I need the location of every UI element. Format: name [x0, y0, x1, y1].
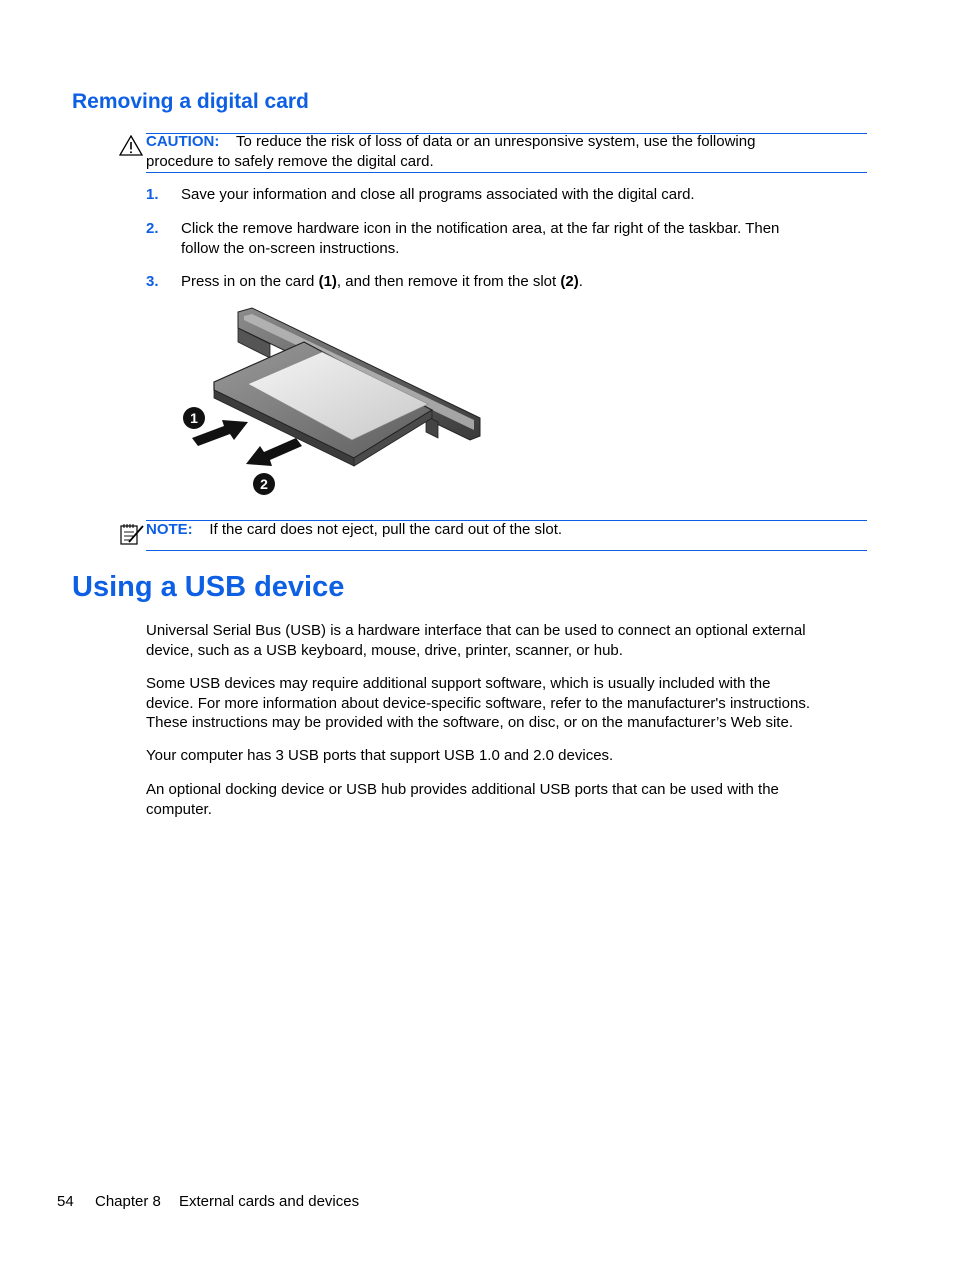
step-2-line-1: Click the remove hardware icon in the notification area, at the far right of the taskbar. Then — [181, 220, 780, 237]
digital-card — [214, 342, 432, 466]
step-2-line-2: follow the on-screen instructions. — [181, 239, 400, 257]
usb-paragraph-2-line-3: These instructions may be provided with the software, on disc, or on the manufacturer’s Web site. — [146, 714, 793, 731]
footer-page-number: 54 — [57, 1193, 74, 1210]
step-3-text-c: . — [578, 273, 583, 290]
step-3-callout-1: (1) — [318, 273, 337, 290]
note-label: NOTE: — [146, 521, 193, 538]
usb-paragraph-2-line-2: device. For more information about device-specific software, refer to the manufacturer's instructions. — [146, 694, 810, 712]
note-pad-icon — [119, 522, 145, 546]
usb-paragraph-3: Your computer has 3 USB ports that support USB 1.0 and 2.0 devices. — [146, 747, 614, 764]
callout-1-label: 1 — [190, 410, 198, 426]
step-3-text — [181, 272, 861, 292]
caution-bottom-rule — [146, 172, 867, 173]
step-1-number: 1. — [146, 186, 159, 203]
caution-warning-icon — [119, 135, 143, 156]
step-2-number: 2. — [146, 220, 159, 237]
step-3-text-b: , and then remove it from the slot — [336, 273, 561, 290]
usb-paragraph-4 — [146, 780, 861, 819]
usb-paragraph-1 — [146, 621, 861, 660]
footer-chapter-name: External cards and devices — [179, 1193, 360, 1210]
step-1-text: Save your information and close all programs associated with the digital card. — [181, 186, 695, 203]
step-2-text — [181, 219, 861, 258]
usb-section-heading: Using a USB device — [72, 571, 345, 603]
usb-paragraph-1-line-2: device, such as a USB keyboard, mouse, drive, printer, scanner, or hub. — [146, 641, 623, 659]
note-text — [146, 520, 861, 540]
caution-text — [146, 132, 861, 171]
caution-line-2: procedure to safely remove the digital card. — [146, 152, 434, 170]
callout-2-label: 2 — [260, 476, 268, 492]
caution-line-1: To reduce the risk of loss of data or an unresponsive system, use the following — [236, 133, 756, 150]
footer-chapter-label: Chapter 8 — [95, 1193, 161, 1210]
step-3-callout-2: (2) — [560, 273, 579, 290]
usb-paragraph-2 — [146, 674, 861, 733]
section-heading: Removing a digital card — [72, 90, 309, 113]
note-body: If the card does not eject, pull the card out of the slot. — [209, 521, 563, 538]
note-bottom-rule — [146, 550, 867, 551]
usb-paragraph-4-line-2: computer. — [146, 800, 212, 818]
usb-paragraph-1-line-1: Universal Serial Bus (USB) is a hardware interface that can be used to connect an optional external — [146, 622, 806, 639]
digital-card-removal-figure — [176, 306, 486, 500]
remove-arrow — [246, 438, 302, 466]
usb-paragraph-4-line-1: An optional docking device or USB hub provides additional USB ports that can be used with the — [146, 781, 779, 798]
step-3-text-a: Press in on the card — [181, 273, 319, 290]
caution-label: CAUTION: — [146, 133, 220, 150]
usb-paragraph-2-line-1: Some USB devices may require additional support software, which is usually included with the — [146, 675, 771, 692]
step-3-number: 3. — [146, 273, 159, 290]
